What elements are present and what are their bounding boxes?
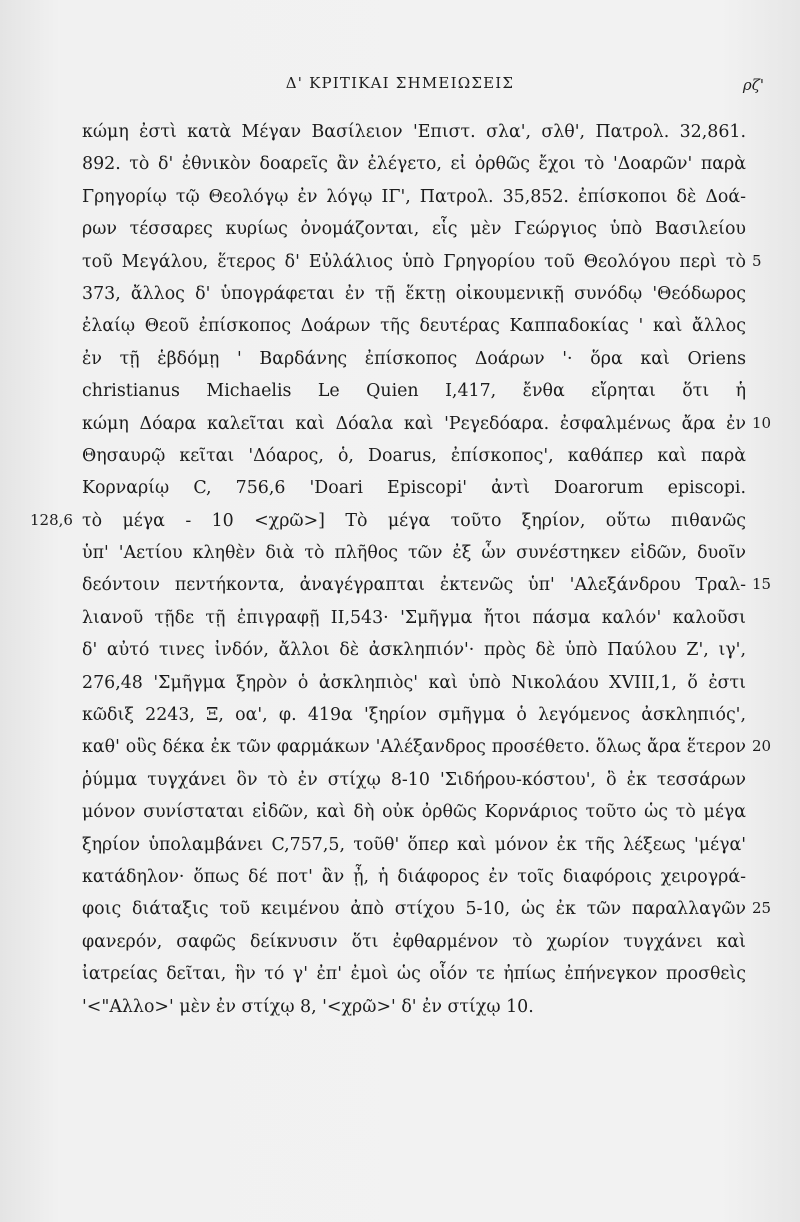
line-text: μόνον συνίσταται εἰδῶν, καὶ δὴ οὐκ ὀρθῶς Κορνάριος τοῦτο ὡς τὸ μέγα xyxy=(82,802,746,823)
text-line xyxy=(0,408,800,440)
line-text: Κορναρίῳ C, 756,6 'Doari Episcopi' ἀντὶ Doarorum episcopi. xyxy=(82,478,746,499)
text-line xyxy=(0,505,800,537)
text-line xyxy=(0,731,800,763)
text-line xyxy=(0,246,800,278)
text-line xyxy=(0,861,800,893)
line-count-number: 25 xyxy=(752,899,772,918)
line-text: 373, ἄλλος δ' ὑπογράφεται ἐν τῇ ἕκτῃ οἰκουμενικῇ συνόδῳ 'Θεόδωρος xyxy=(82,283,746,304)
text-line xyxy=(0,926,800,958)
text-line xyxy=(0,764,800,796)
text-line xyxy=(0,796,800,828)
line-text: καθ' οὓς δέκα ἐκ τῶν φαρμάκων 'Αλέξανδρος προσέθετο. ὅλως ἄρα ἕτερον xyxy=(82,737,746,758)
line-text: τοῦ Μεγάλου, ἕτερος δ' Εὐλάλιος ὑπὸ Γρηγορίου τοῦ Θεολόγου περὶ τὸ xyxy=(82,251,746,272)
text-line xyxy=(0,310,800,342)
line-text: κώμη ἐστὶ κατὰ Μέγαν Βασίλειον 'Επιστ. σλα', σλθ', Πατρολ. 32,861. xyxy=(82,122,746,142)
text-line xyxy=(0,699,800,731)
line-text: φανερόν, σαφῶς δείκνυσιν ὅτι ἐφθαρμένον τὸ χωρίον τυγχάνει καὶ xyxy=(82,931,746,952)
line-reference-number: 128,6 xyxy=(30,510,73,529)
text-line xyxy=(0,148,800,180)
line-text: φοις διάταξις τοῦ κειμένου ἀπὸ στίχου 5-10, ὡς ἐκ τῶν παραλλαγῶν xyxy=(82,899,746,920)
text-line xyxy=(0,116,800,148)
body-text xyxy=(0,116,800,1023)
text-line xyxy=(0,278,800,310)
text-line xyxy=(0,213,800,245)
text-line xyxy=(0,375,800,407)
line-count-number: 20 xyxy=(752,737,772,756)
text-line xyxy=(0,537,800,569)
text-line xyxy=(0,569,800,601)
line-text: ὑπ' 'Αετίου κληθὲν διὰ τὸ πλῆθος τῶν ἐξ ὧν συνέστηκεν εἰδῶν, δυοῖν xyxy=(82,543,746,564)
line-text: '<"Αλλο>' μὲν ἐν στίχῳ 8, '<χρῶ>' δ' ἐν στίχῳ 10. xyxy=(82,996,534,1017)
text-line xyxy=(0,634,800,666)
text-line xyxy=(0,991,800,1023)
page-header xyxy=(0,68,800,98)
line-text: 892. τὸ δ' ἐθνικὸν δοαρεῖς ἂν ἐλέγετο, εἰ ὀρθῶς ἔχοι τὸ 'Δοαρῶν' παρὰ xyxy=(82,154,746,175)
line-text: λιανοῦ τῇδε τῇ ἐπιγραφῇ ΙΙ,543· 'Σμῆγμα ἤτοι πάσμα καλόν' καλοῦσι xyxy=(82,607,746,628)
text-line xyxy=(0,602,800,634)
text-line xyxy=(0,440,800,472)
line-text: τὸ μέγα - 10 <χρῶ>] Τὸ μέγα τοῦτο ξηρίον, οὕτω πιθανῶς xyxy=(82,510,746,531)
line-text: ἐν τῇ ἑβδόμῃ ' Βαρδάνης ἐπίσκοπος Δοάρων '· ὅρα καὶ Oriens xyxy=(82,348,746,369)
line-count-number: 5 xyxy=(752,251,762,270)
line-text: 276,48 'Σμῆγμα ξηρὸν ὁ ἀσκληπιὸς' καὶ ὑπὸ Νικολάου XVIII,1, ὅ ἐστι xyxy=(82,672,746,693)
line-text: κῶδιξ 2243, Ξ, οα', φ. 419α 'ξηρίον σμῆγμα ὁ λεγόμενος ἀσκληπιός', xyxy=(82,705,746,726)
line-text: ῥύμμα τυγχάνει ὃν τὸ ἐν στίχῳ 8-10 'Σιδήρου-κόστου', ὃ ἐκ τεσσάρων xyxy=(82,769,746,790)
running-head: Δ' ΚΡΙΤΙΚΑΙ ΣΗΜΕΙΩΣΕΙΣ xyxy=(285,74,515,92)
line-text: κώμη Δόαρα καλεῖται καὶ Δόαλα καὶ 'Ρεγεδόαρα. ἐσφαλμένως ἄρα ἐν xyxy=(82,413,746,434)
line-text: ἐλαίῳ Θεοῦ ἐπίσκοπος Δοάρων τῆς δευτέρας Καππαδοκίας ' καὶ ἄλλος xyxy=(82,316,746,337)
line-text: Θησαυρῷ κεῖται 'Δόαρος, ὁ, Doarus, ἐπίσκοπος', καθάπερ καὶ παρὰ xyxy=(82,445,746,466)
line-text: ξηρίον ὑπολαμβάνει C,757,5, τοῦθ' ὅπερ καὶ μόνον ἐκ τῆς λέξεως 'μέγα' xyxy=(82,834,746,855)
line-text: ρων τέσσαρες κυρίως ὀνομάζονται, εἷς μὲν Γεώργιος ὑπὸ Βασιλείου xyxy=(82,219,746,240)
text-line xyxy=(0,181,800,213)
text-line xyxy=(0,893,800,925)
text-line xyxy=(0,343,800,375)
text-line xyxy=(0,667,800,699)
line-text: Γρηγορίῳ τῷ Θεολόγῳ ἐν λόγῳ ΙΓ', Πατρολ. 35,852. ἐπίσκοποι δὲ Δοά- xyxy=(82,186,746,207)
text-line xyxy=(0,958,800,990)
line-text: ἰατρείας δεῖται, ἣν τό γ' ἐπ' ἐμοὶ ὡς οἷόν τε ἠπίως ἐπήνεγκον προσθεὶς xyxy=(82,964,746,985)
text-line xyxy=(0,472,800,504)
line-count-number: 10 xyxy=(752,413,772,432)
line-count-number: 15 xyxy=(752,575,772,594)
line-text: δ' αὐτό τινες ἰνδόν, ἄλλοι δὲ ἀσκληπιόν'· πρὸς δὲ ὑπὸ Παύλου Ζ', ιγ', xyxy=(82,640,746,661)
line-text: δεόντοιν πεντήκοντα, ἀναγέγραπται ἐκτενῶς ὑπ' 'Αλεξάνδρου Τραλ- xyxy=(82,575,746,596)
line-text: κατάδηλον· ὅπως δέ ποτ' ἂν ᾖ, ἡ διάφορος ἐν τοῖς διαφόροις χειρογρά- xyxy=(82,866,746,887)
line-text: christianus Michaelis Le Quien I,417, ἔνθα εἴρηται ὅτι ἡ xyxy=(82,381,746,402)
page-number: ρζ' xyxy=(742,76,764,94)
text-line xyxy=(0,829,800,861)
